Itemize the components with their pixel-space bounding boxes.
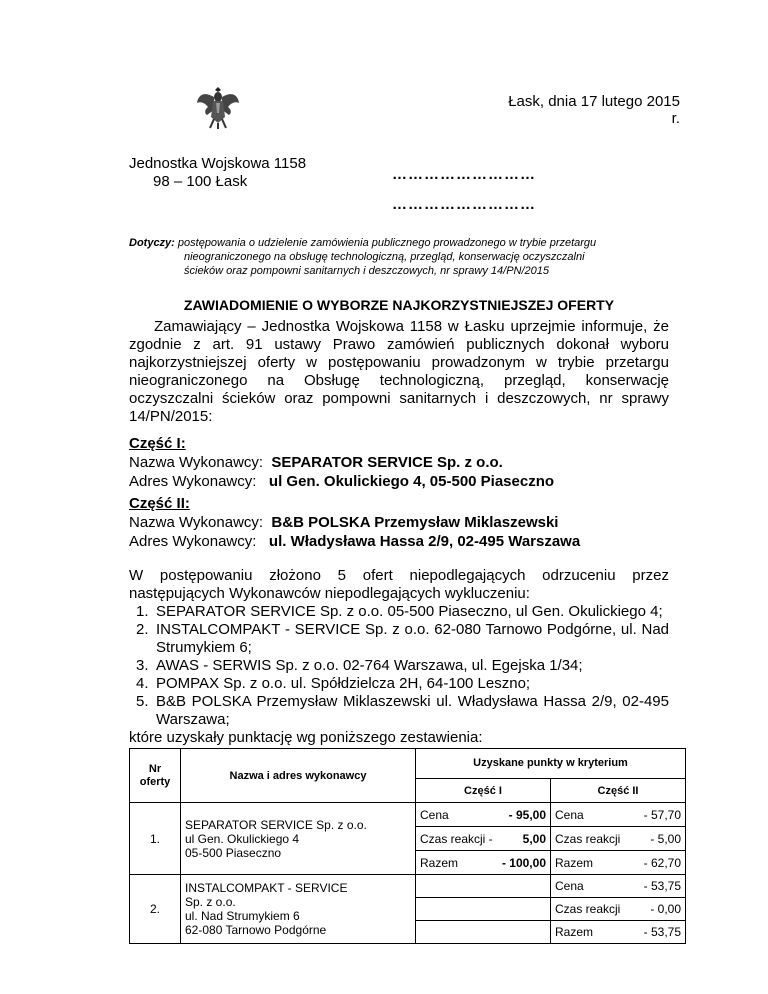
part2-addr-value: ul. Władysława Hassa 2/9, 02-495 Warszawa (268, 533, 581, 550)
table-row: 1. SEPARATOR SERVICE Sp. z o.o. ul Gen. Okulickiego 4 05-500 Piaseczno Cena - 95,00 Cena - 57,70 (130, 803, 686, 827)
part2-heading: Część II: (129, 495, 190, 512)
part1-heading: Część I: (129, 435, 186, 452)
subject-label: Dotyczy: (129, 237, 175, 249)
list-item: 4. POMPAX Sp. z o.o. ul. Spółdzielcza 2H, 64-100 Leszno; (136, 675, 531, 692)
part2-name-label: Nazwa Wykonawcy: (129, 514, 264, 531)
recipient-line-1: ……………………… (392, 166, 536, 183)
row2-name: INSTALCOMPAKT - SERVICE Sp. z o.o. ul. Nad Strumykiem 6 62-080 Tarnowo Podgórne (181, 875, 416, 944)
list-item: 2. INSTALCOMPAKT - SERVICE Sp. z o.o. 62-080 Tarnowo Podgórne, ul. Nad Strumykiem 6; (136, 621, 669, 656)
part1-addr-value: ul Gen. Okulickiego 4, 05-500 Piaseczno (268, 473, 555, 490)
row1-name: SEPARATOR SERVICE Sp. z o.o. ul Gen. Okulickiego 4 05-500 Piaseczno (181, 803, 416, 875)
offers-intro: W postępowaniu złożono 5 ofert niepodlegających odrzuceniu przez następujących Wykonawców niepodlegających wykluczeniu: (129, 567, 669, 602)
list-item: 1. SEPARATOR SERVICE Sp. z o.o. 05-500 Piaseczno, ul Gen. Okulickiego 4; (136, 603, 663, 620)
page-title: ZAWIADOMIENIE O WYBORZE NAJKORZYSTNIEJSZEJ OFERTY (183, 297, 615, 313)
header-points: Uzyskane punkty w kryterium (416, 749, 686, 779)
recipient-line-2: ……………………… (392, 196, 536, 213)
body (129, 318, 669, 747)
part2-name-value: B&B POLSKA Przemysław Miklaszewski (271, 514, 559, 531)
subject-line-3: ścieków oraz pompowni sanitarnych i deszczowych, nr sprawy 14/PN/2015 (184, 265, 549, 277)
unit-address: 98 – 100 Łask (153, 173, 248, 190)
list-item: 5. B&B POLSKA Przemysław Miklaszewski ul. Władysława Hassa 2/9, 02-495 Warszawa; (136, 693, 669, 728)
part1-addr-label: Adres Wykonawcy: (129, 473, 257, 490)
date-line: Łask, dnia 17 lutego 2015 r. (508, 93, 680, 127)
table-row: 2. INSTALCOMPAKT - SERVICE Sp. z o.o. ul. Nad Strumykiem 6 62-080 Tarnowo Podgórne Cena - 53,75 (130, 875, 686, 898)
subject-block (129, 236, 669, 278)
part1-name-value: SEPARATOR SERVICE Sp. z o.o. (271, 454, 503, 471)
header-part1: Część I (416, 779, 551, 803)
part1-name-label: Nazwa Wykonawcy: (129, 454, 264, 471)
part2-addr-label: Adres Wykonawcy: (129, 533, 257, 550)
eagle-emblem-icon (196, 83, 240, 129)
table-intro: które uzyskały punktację wg poniższego zestawienia: (129, 729, 483, 746)
subject-line-2: nieograniczonego na obsługę technologiczną, przegląd, konserwację oczyszczalni (184, 251, 585, 263)
row1-nr: 1. (130, 803, 181, 875)
header-name: Nazwa i adres wykonawcy (181, 749, 416, 803)
offers-list (129, 603, 669, 729)
intro-paragraph: Zamawiający – Jednostka Wojskowa 1158 w Łasku uprzejmie informuje, że zgodnie z art. 91 ustawy Prawo zamówień publicznych dokonał wyboru najkorzystniejszej oferty w postępowaniu prowadzonym w trybie przetargu nieograniczonego na Obsługę technologiczną, przegląd, konserwację oczyszczalni ścieków oraz pompowni sanitarnych i deszczowych, nr sprawy 14/PN/2015: (129, 318, 669, 425)
header-nr: Nr oferty (130, 749, 181, 803)
list-item: 3. AWAS - SERWIS Sp. z o.o. 02-764 Warszawa, ul. Egejska 1/34; (136, 657, 583, 674)
subject-line-1: postępowania o udzielenie zamówienia publicznego prowadzonego w trybie przetargu (177, 237, 597, 249)
results-table: Nr oferty Nazwa i adres wykonawcy Uzyskane punkty w kryterium Część I Część II 1. SEPARATOR SERVICE Sp. z o.o. ul Gen. Okulickiego 4 05-500 Piaseczno Cena - 95,00 Cena - 57,70 Czas reakcji - 5,00 Czas reakcji - 5,00 Razem - 100,00 Razem - 62,70 2. INSTALCOMPAKT - SERVICE Sp. z o.o. ul. Nad Strumykiem 6 62-080 Tarnowo Podgórne Cena - 53,75 Czas reakcji - 0,00 Razem - 53,75 (129, 748, 686, 944)
header-part2: Część II (551, 779, 686, 803)
unit-name: Jednostka Wojskowa 1158 (129, 155, 307, 172)
row2-nr: 2. (130, 875, 181, 944)
